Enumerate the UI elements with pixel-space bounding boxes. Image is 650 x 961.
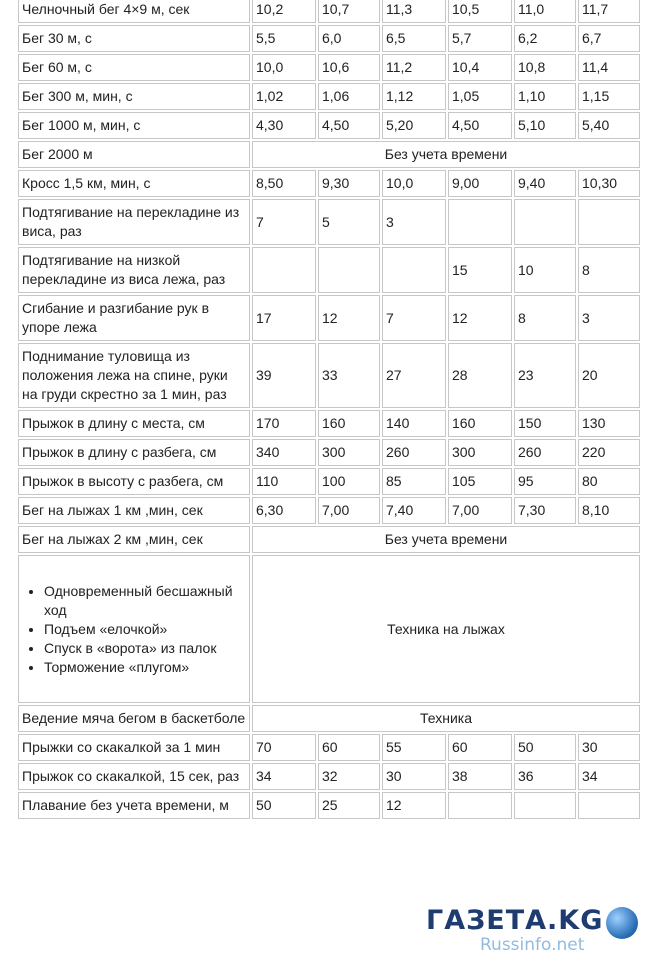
- norm-value-cell: 95: [514, 468, 576, 495]
- norms-table: [16, 0, 642, 821]
- norm-value-cell: 30: [578, 734, 640, 761]
- norm-value-cell: [578, 792, 640, 819]
- norm-value-cell: 15: [448, 247, 512, 293]
- exercise-name: Прыжок в длину с разбега, см: [18, 439, 250, 466]
- norm-value-cell: 11,2: [382, 54, 446, 81]
- norm-value-cell: [318, 247, 380, 293]
- norm-value-cell: [578, 199, 640, 245]
- norm-value-cell: 39: [252, 343, 316, 408]
- norm-value-cell: 1,12: [382, 83, 446, 110]
- norm-value-cell: 11,3: [382, 0, 446, 23]
- exercise-name: Сгибание и разгибание рук в упоре лежа: [18, 295, 250, 341]
- norm-value-cell: 150: [514, 410, 576, 437]
- norm-value-cell: 9,40: [514, 170, 576, 197]
- table-row: [18, 83, 640, 110]
- exercise-name: Прыжки со скакалкой за 1 мин: [18, 734, 250, 761]
- merged-note-cell: Техника: [252, 705, 640, 732]
- norm-value-cell: 10,4: [448, 54, 512, 81]
- norm-value-cell: 300: [318, 439, 380, 466]
- exercise-name: Прыжок в длину с места, см: [18, 410, 250, 437]
- norm-value-cell: 8,50: [252, 170, 316, 197]
- norm-value-cell: 5: [318, 199, 380, 245]
- norm-value-cell: 10,2: [252, 0, 316, 23]
- norm-value-cell: 1,05: [448, 83, 512, 110]
- norm-value-cell: 260: [382, 439, 446, 466]
- norm-value-cell: 8,10: [578, 497, 640, 524]
- table-row: [18, 247, 640, 293]
- norm-value-cell: [448, 792, 512, 819]
- norm-value-cell: 4,50: [448, 112, 512, 139]
- norm-value-cell: 10,0: [382, 170, 446, 197]
- norm-value-cell: 6,30: [252, 497, 316, 524]
- exercise-name: Челночный бег 4×9 м, сек: [18, 0, 250, 23]
- norm-value-cell: 10,8: [514, 54, 576, 81]
- norm-value-cell: 6,7: [578, 25, 640, 52]
- norm-value-cell: [514, 792, 576, 819]
- norm-value-cell: 11,7: [578, 0, 640, 23]
- table-row: [18, 0, 640, 23]
- norm-value-cell: 7,00: [448, 497, 512, 524]
- table-row: [18, 468, 640, 495]
- list-item: • Торможение «плугом»: [44, 658, 246, 677]
- exercise-name: Бег на лыжах 1 км ,мин, сек: [18, 497, 250, 524]
- norm-value-cell: 12: [318, 295, 380, 341]
- norm-value-cell: 160: [448, 410, 512, 437]
- norm-value-cell: 340: [252, 439, 316, 466]
- norm-value-cell: 10: [514, 247, 576, 293]
- norm-value-cell: 36: [514, 763, 576, 790]
- norm-value-cell: 80: [578, 468, 640, 495]
- merged-note-cell: Техника на лыжах: [252, 555, 640, 703]
- norm-value-cell: 55: [382, 734, 446, 761]
- norm-value-cell: 7,30: [514, 497, 576, 524]
- norm-value-cell: 17: [252, 295, 316, 341]
- norm-value-cell: 110: [252, 468, 316, 495]
- norm-value-cell: 11,4: [578, 54, 640, 81]
- norm-value-cell: 220: [578, 439, 640, 466]
- norm-value-cell: 85: [382, 468, 446, 495]
- watermark-brand: ГАЗЕТА.KG: [426, 905, 604, 936]
- table-row: [18, 25, 640, 52]
- exercise-name: Прыжок со скакалкой, 15 сек, раз: [18, 763, 250, 790]
- norm-value-cell: 28: [448, 343, 512, 408]
- norm-value-cell: 1,10: [514, 83, 576, 110]
- exercise-name: Бег 2000 м: [18, 141, 250, 168]
- norm-value-cell: 5,7: [448, 25, 512, 52]
- norm-value-cell: 34: [252, 763, 316, 790]
- norm-value-cell: 3: [578, 295, 640, 341]
- norm-value-cell: 170: [252, 410, 316, 437]
- table-row: [18, 199, 640, 245]
- exercise-name: Прыжок в высоту с разбега, см: [18, 468, 250, 495]
- norm-value-cell: 4,30: [252, 112, 316, 139]
- norm-value-cell: 11,0: [514, 0, 576, 23]
- norm-value-cell: 1,15: [578, 83, 640, 110]
- norm-value-cell: [514, 199, 576, 245]
- table-row: [18, 54, 640, 81]
- table-row: [18, 734, 640, 761]
- norm-value-cell: 5,5: [252, 25, 316, 52]
- table-row: [18, 526, 640, 553]
- exercise-name: Бег 30 м, с: [18, 25, 250, 52]
- exercise-name: [18, 555, 250, 703]
- table-row: [18, 792, 640, 819]
- norm-value-cell: 6,0: [318, 25, 380, 52]
- norm-value-cell: 9,30: [318, 170, 380, 197]
- norm-value-cell: 160: [318, 410, 380, 437]
- table-row: [18, 141, 640, 168]
- table-row: [18, 705, 640, 732]
- norm-value-cell: 23: [514, 343, 576, 408]
- exercise-name: Бег 300 м, мин, с: [18, 83, 250, 110]
- watermark-logo: [426, 905, 644, 957]
- list-item: • Спуск в «ворота» из палок: [44, 639, 246, 658]
- exercise-name: Плавание без учета времени, м: [18, 792, 250, 819]
- norm-value-cell: 50: [252, 792, 316, 819]
- technique-list: [22, 582, 246, 677]
- norm-value-cell: 12: [448, 295, 512, 341]
- exercise-name: Подтягивание на перекладине из виса, раз: [18, 199, 250, 245]
- table-row: [18, 343, 640, 408]
- globe-icon: [606, 907, 638, 939]
- exercise-name: Ведение мяча бегом в баскетболе: [18, 705, 250, 732]
- table-row: [18, 555, 640, 703]
- norm-value-cell: 10,0: [252, 54, 316, 81]
- norm-value-cell: 60: [448, 734, 512, 761]
- norm-value-cell: 140: [382, 410, 446, 437]
- merged-note-cell: Без учета времени: [252, 141, 640, 168]
- norm-value-cell: 8: [578, 247, 640, 293]
- norm-value-cell: 1,02: [252, 83, 316, 110]
- exercise-name: Подтягивание на низкой перекладине из виса лежа, раз: [18, 247, 250, 293]
- norm-value-cell: 30: [382, 763, 446, 790]
- norm-value-cell: 10,7: [318, 0, 380, 23]
- norm-value-cell: 50: [514, 734, 576, 761]
- norm-value-cell: 3: [382, 199, 446, 245]
- table-row: [18, 295, 640, 341]
- norm-value-cell: 10,5: [448, 0, 512, 23]
- norm-value-cell: 60: [318, 734, 380, 761]
- norm-value-cell: 9,00: [448, 170, 512, 197]
- norm-value-cell: 5,40: [578, 112, 640, 139]
- norm-value-cell: 10,30: [578, 170, 640, 197]
- norm-value-cell: 70: [252, 734, 316, 761]
- norm-value-cell: [382, 247, 446, 293]
- norm-value-cell: 34: [578, 763, 640, 790]
- norm-value-cell: 33: [318, 343, 380, 408]
- norm-value-cell: 27: [382, 343, 446, 408]
- norm-value-cell: 6,2: [514, 25, 576, 52]
- norm-value-cell: 130: [578, 410, 640, 437]
- list-item: • Подъем «елочкой»: [44, 620, 246, 639]
- norm-value-cell: 12: [382, 792, 446, 819]
- norm-value-cell: 6,5: [382, 25, 446, 52]
- norm-value-cell: 300: [448, 439, 512, 466]
- norm-value-cell: 8: [514, 295, 576, 341]
- table-row: [18, 497, 640, 524]
- norm-value-cell: 32: [318, 763, 380, 790]
- exercise-name: Кросс 1,5 км, мин, с: [18, 170, 250, 197]
- table-row: [18, 112, 640, 139]
- norm-value-cell: 7: [252, 199, 316, 245]
- norm-value-cell: 10,6: [318, 54, 380, 81]
- norm-value-cell: 7,40: [382, 497, 446, 524]
- watermark-site: Russinfo.net: [480, 935, 585, 955]
- table-row: [18, 170, 640, 197]
- norm-value-cell: 20: [578, 343, 640, 408]
- norm-value-cell: 105: [448, 468, 512, 495]
- exercise-name: Бег 60 м, с: [18, 54, 250, 81]
- exercise-name: Бег 1000 м, мин, с: [18, 112, 250, 139]
- table-row: [18, 410, 640, 437]
- norm-value-cell: 5,10: [514, 112, 576, 139]
- norm-value-cell: 38: [448, 763, 512, 790]
- table-row: [18, 763, 640, 790]
- norm-value-cell: 1,06: [318, 83, 380, 110]
- norm-value-cell: 4,50: [318, 112, 380, 139]
- exercise-name: Поднимание туловища из положения лежа на спине, руки на груди скрестно за 1 мин, раз: [18, 343, 250, 408]
- norm-value-cell: 100: [318, 468, 380, 495]
- norm-value-cell: [448, 199, 512, 245]
- list-item: • Одновременный бесшажный ход: [44, 582, 246, 620]
- norm-value-cell: 7: [382, 295, 446, 341]
- merged-note-cell: Без учета времени: [252, 526, 640, 553]
- norm-value-cell: 7,00: [318, 497, 380, 524]
- exercise-name: Бег на лыжах 2 км ,мин, сек: [18, 526, 250, 553]
- norm-value-cell: [252, 247, 316, 293]
- norm-value-cell: 260: [514, 439, 576, 466]
- norm-value-cell: 25: [318, 792, 380, 819]
- norm-value-cell: 5,20: [382, 112, 446, 139]
- table-row: [18, 439, 640, 466]
